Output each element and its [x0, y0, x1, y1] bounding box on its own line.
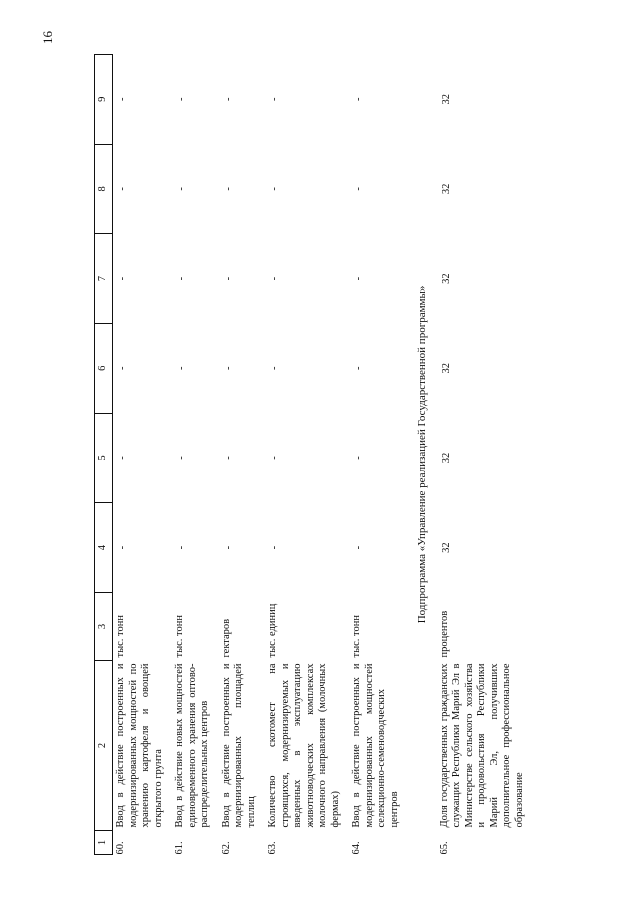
value-cell: - [222, 366, 234, 371]
value-cell: - [269, 97, 280, 101]
header-cell: 8 [95, 144, 113, 234]
value-cell: - [117, 545, 128, 550]
value-cell: - [353, 456, 364, 460]
value-cell: - [222, 545, 234, 550]
value-cell: 32 [440, 183, 452, 195]
unit-cell: гектаров [220, 618, 232, 658]
rotated-page [94, 55, 554, 855]
table-row [265, 54, 349, 854]
row-number: 61. [174, 841, 185, 855]
indicator-name: Ввод в действие построенных и модернизированных мощностей селекционно-семеноводческих центров [351, 663, 400, 828]
value-cell: 32 [440, 93, 452, 105]
row-number: 62. [220, 841, 232, 855]
value-cell: - [117, 97, 128, 101]
value-cell: - [176, 97, 187, 101]
value-cell: - [353, 366, 364, 371]
value-cell: - [353, 276, 364, 281]
indicator-name: Ввод в действие новых мощностей единовременного хранения оптово-распределительных центров [174, 663, 210, 828]
subprogram-row [408, 54, 437, 854]
table-row [437, 54, 534, 854]
row-number: 63. [267, 841, 278, 855]
value-cell: - [176, 276, 187, 281]
indicator-name: Доля государственных гражданских служащих Республики Марий Эл в Министерстве сельского хозяйства и продовольствия Республики Марий Эл, получивших дополнительное профессиональное образование [438, 663, 525, 828]
value-cell: - [222, 456, 234, 460]
value-cell: - [353, 97, 364, 101]
subprogram-title: Подпрограмма «Управление реализацией Государственной программы» [416, 285, 428, 624]
value-cell: - [117, 187, 128, 191]
unit-cell: тыс. тонн [115, 615, 126, 658]
value-cell: - [353, 545, 364, 550]
indicator-name: Ввод в действие построенных и модернизированных мощностей по хранению картофеля и овощей открытого грунта [115, 663, 164, 828]
value-cell: - [222, 97, 234, 101]
header-cell: 4 [95, 503, 113, 593]
table-row [172, 54, 219, 854]
value-cell: - [269, 276, 280, 281]
value-cell: - [269, 456, 280, 460]
value-cell: 32 [440, 273, 452, 284]
header-cell: 9 [95, 54, 113, 144]
value-cell: - [117, 456, 128, 460]
table-row [113, 54, 173, 854]
header-cell: 6 [95, 323, 113, 413]
table-row [349, 54, 408, 854]
value-cell: 32 [440, 363, 452, 374]
indicator-name: Количество скотомест на строящихся, модернизируемых и введенных в эксплуатацию животноводческих комплексах молочного направления (молочных фермах) [267, 663, 341, 828]
value-cell: - [176, 187, 187, 191]
header-cell: 3 [95, 593, 113, 661]
value-cell: - [176, 366, 187, 371]
unit-cell: тыс. единиц [267, 603, 278, 658]
value-cell: - [117, 366, 128, 371]
header-cell: 5 [95, 413, 113, 503]
header-cell: 2 [95, 661, 113, 831]
unit-cell: тыс. тонн [351, 615, 362, 658]
value-cell: - [222, 187, 234, 191]
page-number: 16 [40, 31, 55, 44]
unit-cell: тыс. тонн [174, 615, 185, 658]
header-row [95, 54, 113, 854]
value-cell: - [269, 545, 280, 550]
value-cell: - [176, 456, 187, 460]
header-cell: 7 [95, 234, 113, 324]
row-number: 60. [115, 841, 126, 855]
row-number: 65. [438, 841, 450, 855]
table-row [219, 54, 266, 854]
indicator-table [94, 54, 533, 855]
value-cell: - [222, 276, 234, 281]
header-cell: 1 [95, 831, 113, 855]
value-cell: - [117, 276, 128, 281]
value-cell: - [269, 366, 280, 371]
value-cell: - [176, 545, 187, 550]
indicator-name: Ввод в действие построенных и модернизированных площадей теплиц [220, 663, 257, 828]
unit-cell: процентов [438, 610, 450, 658]
value-cell: 32 [440, 542, 452, 553]
value-cell: - [269, 187, 280, 191]
value-cell: - [353, 187, 364, 191]
row-number: 64. [351, 841, 362, 855]
value-cell: 32 [440, 452, 452, 464]
